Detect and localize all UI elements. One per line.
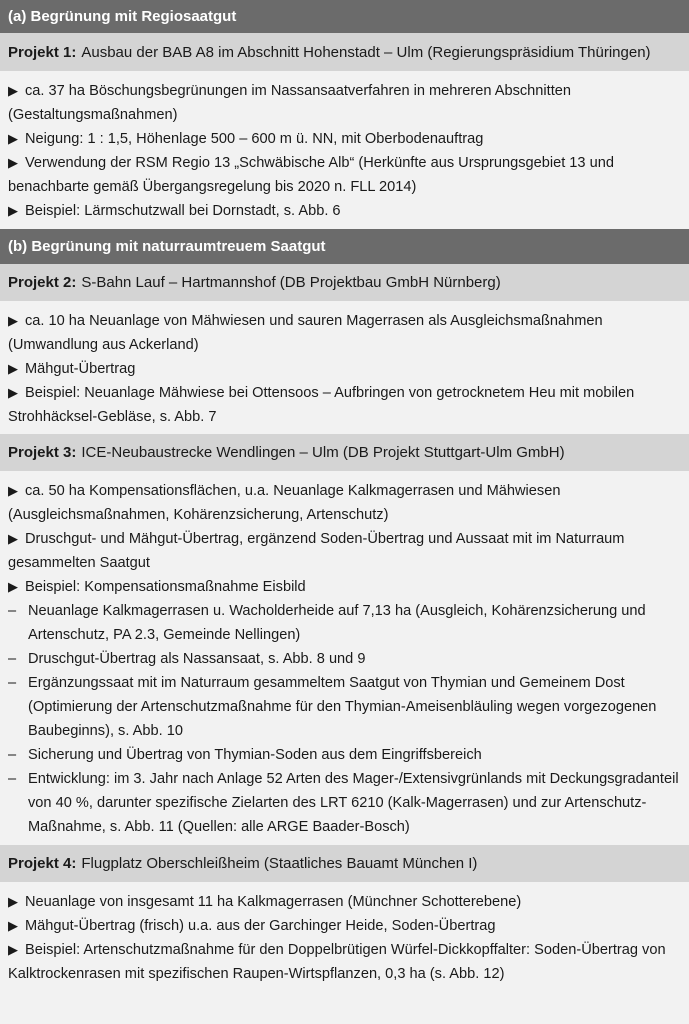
list-item: ▶ ca. 50 ha Kompensationsflächen, u.a. Neuanlage Kalkmagerrasen und Mähwiesen (Ausgleichsmaßnahmen, Kohärenzsicherung, Artenschutz) xyxy=(8,479,681,527)
list-item: ▶ Mähgut-Übertrag xyxy=(8,357,681,381)
project-title: S-Bahn Lauf – Hartmannshof (DB Projektbau GmbH Nürnberg) xyxy=(81,274,501,291)
triangle-bullet-icon: ▶ xyxy=(8,894,18,909)
list-item: ▶ Neigung: 1 : 1,5, Höhenlage 500 – 600 m ü. NN, mit Oberbodenauftrag xyxy=(8,127,681,151)
dash-bullet-icon: – xyxy=(8,651,17,667)
triangle-bullet-icon: ▶ xyxy=(8,313,18,328)
triangle-bullet-icon: ▶ xyxy=(8,483,18,498)
triangle-bullet-icon: ▶ xyxy=(8,155,18,170)
dash-bullet-icon: – xyxy=(8,603,17,619)
list-item: ▶ ca. 10 ha Neuanlage von Mähwiesen und sauren Magerrasen als Ausgleichsmaßnahmen (Umwandlung aus Ackerland) xyxy=(8,309,681,357)
dash-bullet-icon: – xyxy=(8,771,17,787)
triangle-bullet-icon: ▶ xyxy=(8,579,18,594)
project-body-2 xyxy=(0,301,689,434)
triangle-bullet-icon: ▶ xyxy=(8,83,18,98)
list-item: ▶ Beispiel: Neuanlage Mähwiese bei Ottensoos – Aufbringen von getrocknetem Heu mit mobilen Strohhäcksel-Gebläse, s. Abb. 7 xyxy=(8,381,681,429)
project-body-4 xyxy=(0,882,689,1024)
sub-list-item: – Entwicklung: im 3. Jahr nach Anlage 52 Arten des Mager-/Extensivgrünlands mit Deckungsgradanteil von 40 %, darunter spezifische Zielarten des LRT 6210 (Kalk-Magerrasen) und zur Artenschutz-Maßnahme, s. Abb. 11 (Quellen: alle ARGE Baader-Bosch) xyxy=(8,767,681,839)
list-item: ▶ Beispiel: Lärmschutzwall bei Dornstadt, s. Abb. 6 xyxy=(8,199,681,223)
sub-list-item: – Ergänzungssaat mit im Naturraum gesammeltem Saatgut von Thymian und Gemeinem Dost (Optimierung der Artenschutzmaßnahme für den Thymian-Ameisenbläuling wegen vorgezogenen Baubeginns), s. Abb. 10 xyxy=(8,671,681,743)
list-item: ▶ Neuanlage von insgesamt 11 ha Kalkmagerrasen (Münchner Schotterebene) xyxy=(8,890,681,914)
triangle-bullet-icon: ▶ xyxy=(8,531,18,546)
list-item: ▶ Druschgut- und Mähgut-Übertrag, ergänzend Soden-Übertrag und Aussaat mit im Naturraum gesammelten Saatgut xyxy=(8,527,681,575)
sub-list-item: – Druschgut-Übertrag als Nassansaat, s. Abb. 8 und 9 xyxy=(8,647,681,671)
project-title: Flugplatz Oberschleißheim (Staatliches Bauamt München I) xyxy=(81,855,478,872)
project-title: Ausbau der BAB A8 im Abschnitt Hohenstadt – Ulm (Regierungspräsidium Thüringen) xyxy=(81,43,651,61)
triangle-bullet-icon: ▶ xyxy=(8,361,18,376)
project-label: Projekt 3: xyxy=(8,444,77,461)
project-label: Projekt 1: xyxy=(8,43,77,61)
triangle-bullet-icon: ▶ xyxy=(8,385,18,400)
section-heading-a-text: (a) Begrünung mit Regiosaatgut xyxy=(8,8,237,25)
list-item: ▶ Beispiel: Kompensationsmaßnahme Eisbild xyxy=(8,575,681,599)
project-label: Projekt 4: xyxy=(8,855,77,872)
section-heading-b xyxy=(0,229,689,264)
section-heading-a xyxy=(0,0,689,33)
project-body-1 xyxy=(0,71,689,229)
section-heading-b-text: (b) Begrünung mit naturraumtreuem Saatgut xyxy=(8,238,326,255)
list-item: ▶ Verwendung der RSM Regio 13 „Schwäbische Alb“ (Herkünfte aus Ursprungsgebiet 13 und benachbarte gemäß Übergangsregelung bis 2020 n. FLL 2014) xyxy=(8,151,681,199)
dash-bullet-icon: – xyxy=(8,747,17,763)
project-body-3 xyxy=(0,471,689,845)
project-title: ICE-Neubaustrecke Wendlingen – Ulm (DB Projekt Stuttgart-Ulm GmbH) xyxy=(81,444,565,461)
list-item: ▶ ca. 37 ha Böschungsbegrünungen im Nassansaatverfahren in mehreren Abschnitten (Gestaltungsmaßnahmen) xyxy=(8,79,681,127)
dash-bullet-icon: – xyxy=(8,675,17,691)
triangle-bullet-icon: ▶ xyxy=(8,918,18,933)
project-heading-3 xyxy=(0,434,689,471)
project-label: Projekt 2: xyxy=(8,274,77,291)
list-item: ▶ Mähgut-Übertrag (frisch) u.a. aus der Garchinger Heide, Soden-Übertrag xyxy=(8,914,681,938)
project-heading-2 xyxy=(0,264,689,301)
triangle-bullet-icon: ▶ xyxy=(8,203,18,218)
project-heading-4 xyxy=(0,845,689,882)
list-item: ▶ Beispiel: Artenschutzmaßnahme für den Doppelbrütigen Würfel-Dickkopffalter: Soden-Übertrag von Kalktrockenrasen mit spezifischen Raupen-Wirtspflanzen, 0,3 ha (s. Abb. 12) xyxy=(8,938,681,986)
sub-list-item: – Neuanlage Kalkmagerrasen u. Wacholderheide auf 7,13 ha (Ausgleich, Kohärenzsicherung und Artenschutz, PA 2.3, Gemeinde Nellingen) xyxy=(8,599,681,647)
sub-list-item: – Sicherung und Übertrag von Thymian-Soden aus dem Eingriffsbereich xyxy=(8,743,681,767)
triangle-bullet-icon: ▶ xyxy=(8,942,18,957)
project-heading-1 xyxy=(0,33,689,71)
triangle-bullet-icon: ▶ xyxy=(8,131,18,146)
